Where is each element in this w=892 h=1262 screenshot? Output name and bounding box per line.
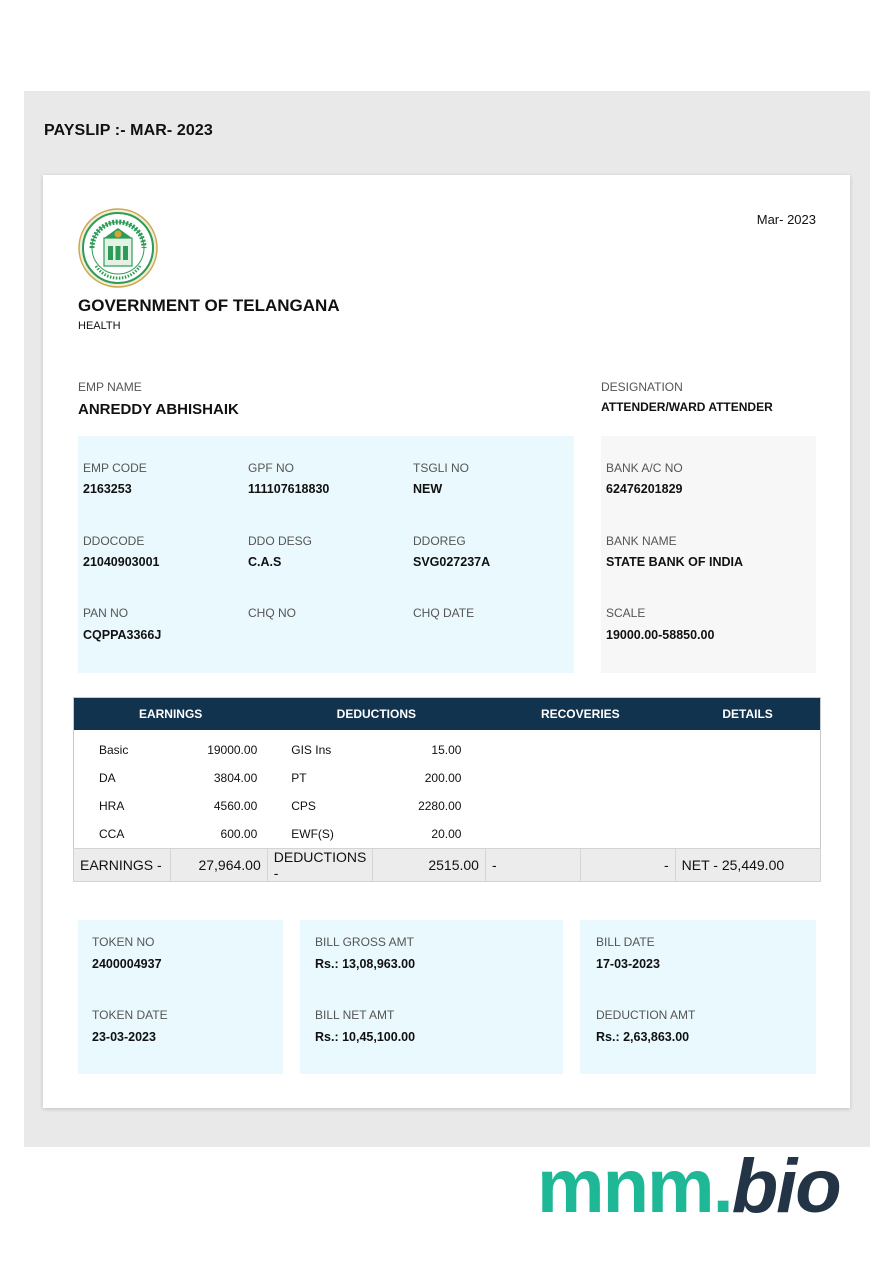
earning-name: Basic [99,743,129,757]
earning-amount: 600.00 [220,827,258,841]
pan-label: PAN NO [83,606,129,620]
token-box [78,920,283,1074]
chq-no-label: CHQ NO [248,606,296,620]
deduction-name: PT [291,771,307,785]
total-earnings: 27,964.00 [170,849,267,882]
earnings-header: EARNINGS [74,698,268,731]
deduction-name: GIS Ins [291,743,332,757]
gpf-label: GPF NO [248,461,295,475]
pan-no: CQPPA3366J [83,628,162,642]
bill-date: 17-03-2023 [596,957,660,971]
token-no-label: TOKEN NO [92,935,155,949]
total-earnings-label: EARNINGS - [74,849,171,882]
department-name: HEALTH [78,320,121,332]
deduction-amount: 2280.00 [418,799,462,813]
government-name: GOVERNMENT OF TELANGANA [78,296,340,315]
deduction-amount-total: Rs.: 2,63,863.00 [596,1030,690,1044]
employee-details-box [78,436,574,673]
salary-table-header [74,698,821,731]
bank-ac-label: BANK A/C NO [606,461,683,475]
ddo-desg-label: DDO DESG [248,534,313,548]
ddocode: 21040903001 [83,555,160,569]
bill-net-label: BILL NET AMT [315,1008,395,1022]
bill-date-label: BILL DATE [596,935,655,949]
total-deductions-label: DEDUCTIONS - [267,849,373,882]
token-date-label: TOKEN DATE [92,1008,168,1022]
bank-ac-no: 62476201829 [606,482,683,496]
pay-scale: 19000.00-58850.00 [606,628,715,642]
deduction-name: EWF(S) [291,827,334,841]
bank-name-label: BANK NAME [606,534,677,548]
brand-part-1: mnm. [537,1144,732,1229]
emp-code: 2163253 [83,482,132,496]
earning-amount: 4560.00 [213,799,258,813]
ddocode-label: DDOCODE [83,534,145,548]
deduction-name: CPS [291,799,316,813]
deduction-amt-label: DEDUCTION AMT [596,1008,696,1022]
designation-label: DESIGNATION [601,380,683,394]
total-recoveries: - [580,849,675,882]
payslip-card [43,175,850,1108]
table-row [74,792,821,820]
tsgli-label: TSGLI NO [413,461,470,475]
chq-date-label: CHQ DATE [413,606,475,620]
net-pay: NET - 25,449.00 [675,849,820,882]
bill-gross-amount: Rs.: 13,08,963.00 [315,957,416,971]
table-row [74,730,821,764]
ddo-desg: C.A.S [248,555,282,569]
table-row [74,820,821,849]
earning-amount: 3804.00 [213,771,258,785]
details-header: DETAILS [675,698,820,731]
total-deductions: 2515.00 [373,849,486,882]
salary-table [73,697,821,882]
bank-name: STATE BANK OF INDIA [606,555,744,569]
recoveries-header: RECOVERIES [485,698,675,731]
bill-gross-label: BILL GROSS AMT [315,935,414,949]
ddoreg: SVG027237A [413,555,491,569]
emp-name-label: EMP NAME [78,380,142,394]
government-seal-icon [78,208,158,288]
table-row [74,764,821,792]
earning-name: CCA [99,827,125,841]
totals-row [74,849,821,882]
page-title: PAYSLIP :- MAR- 2023 [44,122,213,139]
deduction-amount: 20.00 [431,827,462,841]
ddoreg-label: DDOREG [413,534,466,548]
payslip-month: Mar- 2023 [756,212,816,227]
total-recoveries-label: - [485,849,580,882]
bank-details-box [601,436,816,673]
deduction-amount: 200.00 [424,771,462,785]
bill-amount-box [300,920,563,1074]
gpf-no: 111107618830 [248,482,330,496]
earning-amount: 19000.00 [207,743,258,757]
emp-name: ANREDDY ABHISHAIK [78,401,239,418]
deductions-header: DEDUCTIONS [267,698,485,731]
designation: ATTENDER/WARD ATTENDER [601,400,773,414]
bill-date-box [580,920,816,1074]
earning-name: DA [99,771,116,785]
deduction-amount: 15.00 [431,743,462,757]
token-date: 23-03-2023 [92,1030,156,1044]
earning-name: HRA [99,799,125,813]
emp-code-label: EMP CODE [83,461,147,475]
brand-part-2: bio [731,1144,840,1229]
bill-net-amount: Rs.: 10,45,100.00 [315,1030,416,1044]
tsgli-no: NEW [413,482,443,496]
scale-label: SCALE [606,606,646,620]
brand-watermark [537,1143,840,1230]
token-no: 2400004937 [92,957,162,971]
